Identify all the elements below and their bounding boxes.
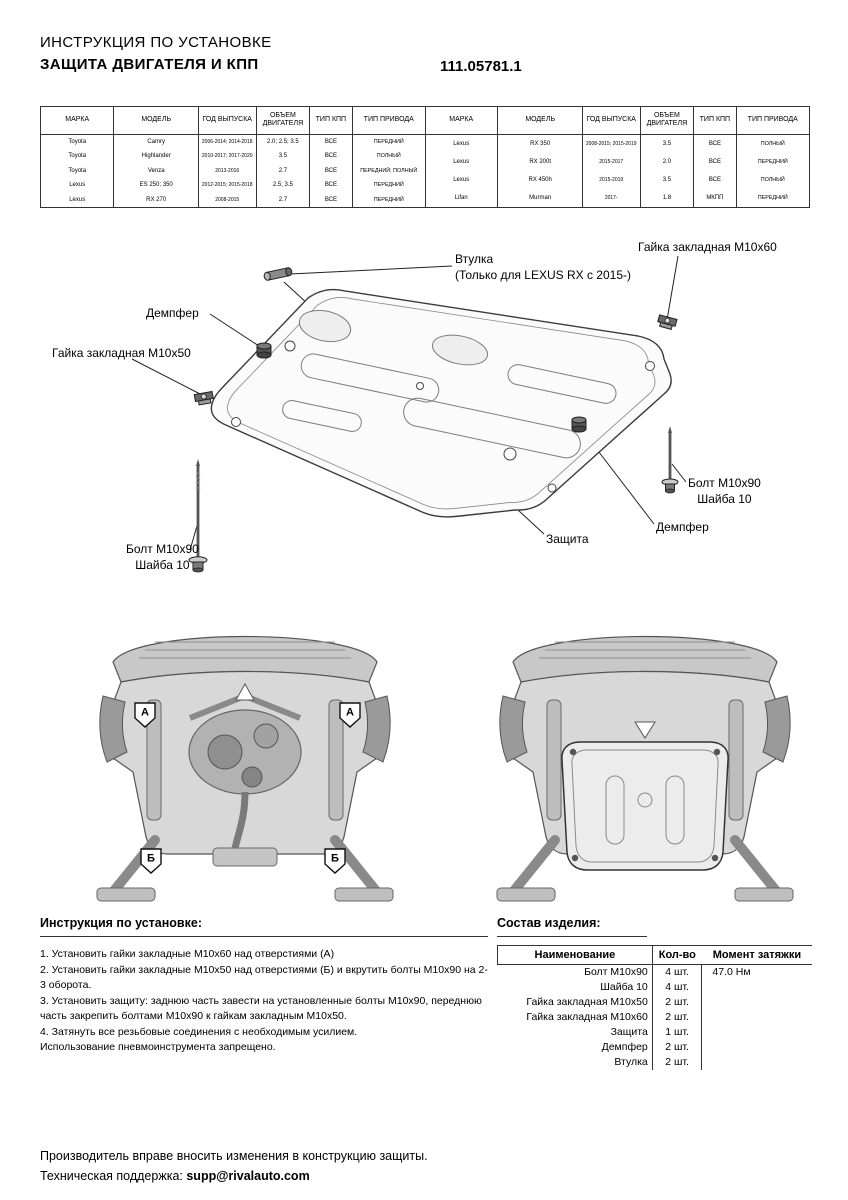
instruction-step: 3. Установить защиту: заднюю часть завести на установленные болты М10х90, переднюю часть закрепить болтами М10х90 к гайкам закладным М10х50.: [40, 994, 482, 1022]
fitment-row: [41, 134, 425, 149]
fitment-cell-model: ES 250; 350: [114, 178, 198, 192]
fitment-cell-engine: 2.7: [256, 192, 310, 207]
composition-cell-name: Демпфер: [601, 1041, 648, 1053]
fitment-table: [40, 106, 810, 208]
svg-text:А: А: [346, 706, 354, 719]
composition-cell-name: Болт М10х90: [584, 966, 648, 979]
fitment-cell-engine: 3.5: [640, 134, 694, 153]
underbody-view-bare: [97, 637, 393, 902]
composition-cell-torque: [702, 1055, 812, 1070]
fitment-cell-gearbox: ВСЕ: [310, 149, 352, 163]
fitment-cell-brand: Lifan: [425, 189, 498, 207]
composition-row: [498, 980, 813, 995]
fitment-cell-year: 2015-2017: [582, 153, 640, 171]
fitment-cell-year: 2008-2015; 2015-2019: [582, 134, 640, 153]
fitment-row: [425, 189, 809, 207]
fitment-cell-brand: Lexus: [41, 192, 114, 207]
fitment-cell-year: 2008-2015: [198, 192, 256, 207]
composition-cell-qty: 2 шт.: [652, 1040, 702, 1055]
composition-cell-torque: [702, 980, 812, 995]
fitment-cell-year: 2017-: [582, 189, 640, 207]
fitment-cell-brand: Lexus: [425, 134, 498, 153]
callout-bushing-note: (Только для LEXUS RX с 2015-): [455, 267, 631, 282]
fitment-row: [41, 164, 425, 178]
footer-disclaimer: Производитель вправе вносить изменения в конструкцию защиты.: [40, 1149, 428, 1163]
fitment-center-divider: [425, 107, 426, 207]
composition-cell-qty: 4 шт.: [652, 980, 702, 995]
fitment-header-cell: МОДЕЛЬ: [498, 107, 582, 134]
instruction-step: Использование пневмоинструмента запрещено.: [40, 1041, 276, 1054]
fitment-cell-year: 2006-2014; 2014-2018: [198, 134, 256, 149]
callout-damper-right: Демпфер: [656, 520, 709, 534]
fitment-row: [41, 178, 425, 192]
fitment-header-row: [425, 107, 809, 134]
composition-cell-torque: [702, 1040, 812, 1055]
callout-bushing-title: Втулка: [455, 252, 494, 266]
fitment-header-cell: ГОД ВЫПУСКА: [582, 107, 640, 134]
callout-damper-left: Демпфер: [146, 306, 199, 320]
fitment-cell-drive: ПЕРЕДНИЙ: [373, 182, 404, 189]
composition-cell-name: Втулка: [614, 1056, 648, 1068]
fitment-cell-engine: 3.5: [256, 149, 310, 163]
composition-cell-qty: 2 шт.: [652, 1010, 702, 1025]
bolt-part-right: [662, 426, 678, 493]
fitment-cell-gearbox: ВСЕ: [310, 192, 352, 207]
fitment-cell-brand: Toyota: [41, 164, 114, 178]
fitment-cell-engine: 2.0; 2.5; 3.5: [256, 134, 310, 149]
composition-table: [497, 945, 812, 1070]
fitment-cell-brand: Toyota: [41, 134, 114, 149]
fitment-cell-model: RX 200t: [498, 153, 582, 171]
composition-row: [498, 965, 813, 980]
fitment-cell-drive: ПОЛНЫЙ: [760, 140, 785, 147]
fitment-row: [425, 171, 809, 189]
fitment-cell-year: 2013-2016: [198, 164, 256, 178]
fitment-header-cell: ОБЪЕМ ДВИГАТЕЛЯ: [256, 107, 310, 134]
fitment-header-cell: ГОД ВЫПУСКА: [198, 107, 256, 134]
document-header: [40, 34, 522, 75]
fitment-cell-drive: ПЕРЕДНИЙ; ПОЛНЫЙ: [360, 167, 418, 174]
product-composition: [497, 916, 812, 1070]
fitment-cell-year: 2010-2017; 2017-2020: [198, 149, 256, 163]
fitment-cell-engine: 2.5; 3.5: [256, 178, 310, 192]
fitment-cell-gearbox: ВСЕ: [310, 134, 352, 149]
instruction-steps: [40, 947, 488, 1055]
callout-bolt-right-line1: Болт М10х90: [688, 476, 761, 490]
composition-row: [498, 1040, 813, 1055]
fitment-cell-engine: 2.0: [640, 153, 694, 171]
fitment-table-right: [425, 107, 809, 207]
composition-cell-name: Гайка закладная М10х50: [526, 996, 648, 1008]
svg-text:Б: Б: [331, 852, 339, 865]
instruction-step: 4. Затянуть все резьбовые соединения с необходимым усилием.: [40, 1025, 358, 1038]
fitment-cell-gearbox: ВСЕ: [694, 171, 736, 189]
composition-cell-torque: [702, 1010, 812, 1025]
composition-cell-name: Гайка закладная М10х60: [526, 1011, 648, 1023]
fitment-cell-model: RX 450h: [498, 171, 582, 189]
fitment-cell-drive: ПЕРЕДНИЙ: [373, 138, 404, 145]
composition-cell-name: Защита: [610, 1026, 648, 1038]
fitment-header-cell: ТИП ПРИВОДА: [736, 107, 809, 134]
fitment-cell-model: Venza: [114, 164, 198, 178]
composition-header-row: [498, 946, 813, 965]
fitment-header-cell: МОДЕЛЬ: [114, 107, 198, 134]
callout-nut-m10x60: Гайка закладная М10х60: [638, 240, 777, 254]
composition-header-cell: Момент затяжки: [702, 946, 812, 965]
footer-support-label: Техническая поддержка:: [40, 1169, 183, 1183]
fitment-cell-engine: 2.7: [256, 164, 310, 178]
fitment-cell-engine: 3.5: [640, 171, 694, 189]
composition-cell-name: Шайба 10: [600, 981, 648, 993]
bushing-part: [263, 267, 292, 281]
fitment-header-cell: ТИП КПП: [310, 107, 352, 134]
nut-m10x50-part: [194, 392, 214, 406]
underbody-drawings: [40, 598, 808, 910]
fitment-header-cell: ТИП КПП: [694, 107, 736, 134]
fitment-header-cell: МАРКА: [425, 107, 498, 134]
damper-part-left: [257, 343, 271, 358]
fitment-cell-gearbox: ВСЕ: [310, 178, 352, 192]
composition-cell-torque: [702, 1025, 812, 1040]
fitment-cell-model: RX 270: [114, 192, 198, 207]
fitment-header-cell: ОБЪЕМ ДВИГАТЕЛЯ: [640, 107, 694, 134]
callout-bolt-left-line2: Шайба 10: [135, 557, 190, 572]
fitment-cell-drive: ПОЛНЫЙ: [760, 176, 785, 183]
composition-cell-torque: [702, 995, 812, 1010]
composition-cell-qty: 4 шт.: [652, 965, 702, 980]
fitment-cell-gearbox: ВСЕ: [694, 134, 736, 153]
fitment-cell-drive: ПЕРЕДНИЙ: [757, 158, 788, 165]
composition-header-cell: Кол-во: [652, 946, 702, 965]
instruction-step: 2. Установить гайки закладные М10х50 над отверстиями (Б) и вкрутить болты М10х90 на 2-3 оборота.: [40, 963, 488, 991]
fitment-row: [41, 192, 425, 207]
composition-cell-qty: 2 шт.: [652, 1055, 702, 1070]
svg-text:А: А: [141, 706, 149, 719]
fitment-table-left: [41, 107, 425, 207]
installed-shield: [562, 742, 728, 870]
svg-text:Б: Б: [147, 852, 155, 865]
nut-m10x60-part: [657, 315, 677, 330]
composition-title: Состав изделия:: [497, 916, 647, 937]
composition-row: [498, 995, 813, 1010]
instructions-title: Инструкция по установке:: [40, 916, 488, 937]
exploded-diagram: [40, 226, 810, 600]
fitment-cell-model: Camry: [114, 134, 198, 149]
callout-shield: Защита: [546, 532, 589, 546]
fitment-row: [41, 149, 425, 163]
fitment-cell-brand: Lexus: [425, 171, 498, 189]
fitment-cell-drive: ПОЛНЫЙ: [376, 153, 401, 160]
installation-instructions: [40, 916, 488, 1056]
fitment-cell-drive: ПЕРЕДНИЙ: [757, 194, 788, 201]
part-number: 111.05781.1: [440, 58, 522, 75]
footer-support: [40, 1166, 428, 1186]
fitment-cell-model: Highlander: [114, 149, 198, 163]
fitment-header-cell: МАРКА: [41, 107, 114, 134]
fitment-cell-brand: Toyota: [41, 149, 114, 163]
support-email: supp@rivalauto.com: [186, 1169, 310, 1183]
damper-part-right: [572, 417, 586, 432]
underbody-view-installed: [497, 637, 793, 902]
fitment-cell-gearbox: МКПП: [694, 189, 736, 207]
fitment-header-row: [41, 107, 425, 134]
doc-title-line1: ИНСТРУКЦИЯ ПО УСТАНОВКЕ: [40, 34, 272, 51]
hole-marker-b: [141, 849, 161, 873]
fitment-cell-drive: ПЕРЕДНИЙ: [373, 196, 404, 203]
callout-bolt-left: [126, 542, 199, 573]
fitment-cell-model: Murman: [498, 189, 582, 207]
fitment-cell-year: 2015-2019: [582, 171, 640, 189]
fitment-cell-brand: Lexus: [41, 178, 114, 192]
composition-cell-qty: 2 шт.: [652, 995, 702, 1010]
instruction-step: 1. Установить гайки закладные М10х60 над отверстиями (А): [40, 948, 335, 960]
callout-bolt-right: [688, 476, 761, 507]
composition-cell-torque: 47.0 Нм: [702, 965, 812, 980]
fitment-header-cell: ТИП ПРИВОДА: [352, 107, 425, 134]
callout-nut-m10x50: Гайка закладная М10х50: [52, 346, 191, 360]
fitment-cell-gearbox: ВСЕ: [310, 164, 352, 178]
composition-row: [498, 1025, 813, 1040]
fitment-cell-brand: Lexus: [425, 153, 498, 171]
doc-title-line2: ЗАЩИТА ДВИГАТЕЛЯ И КПП: [40, 56, 259, 73]
composition-header-cell: Наименование: [498, 946, 653, 965]
hole-marker-b: [325, 849, 345, 873]
fitment-row: [425, 134, 809, 153]
fitment-row: [425, 153, 809, 171]
fitment-cell-engine: 1.8: [640, 189, 694, 207]
composition-cell-qty: 1 шт.: [652, 1025, 702, 1040]
underbody-views: [40, 598, 808, 910]
composition-row: [498, 1055, 813, 1070]
shield-plate-drawing: [211, 290, 671, 517]
fitment-cell-model: RX 350: [498, 134, 582, 153]
callout-bolt-left-line1: Болт М10х90: [126, 542, 199, 556]
document-footer: [40, 1146, 428, 1186]
fitment-cell-year: 2012-2015; 2015-2018: [198, 178, 256, 192]
callout-bushing: [455, 252, 631, 283]
callout-bolt-right-line2: Шайба 10: [697, 491, 752, 506]
fitment-cell-gearbox: ВСЕ: [694, 153, 736, 171]
composition-row: [498, 1010, 813, 1025]
